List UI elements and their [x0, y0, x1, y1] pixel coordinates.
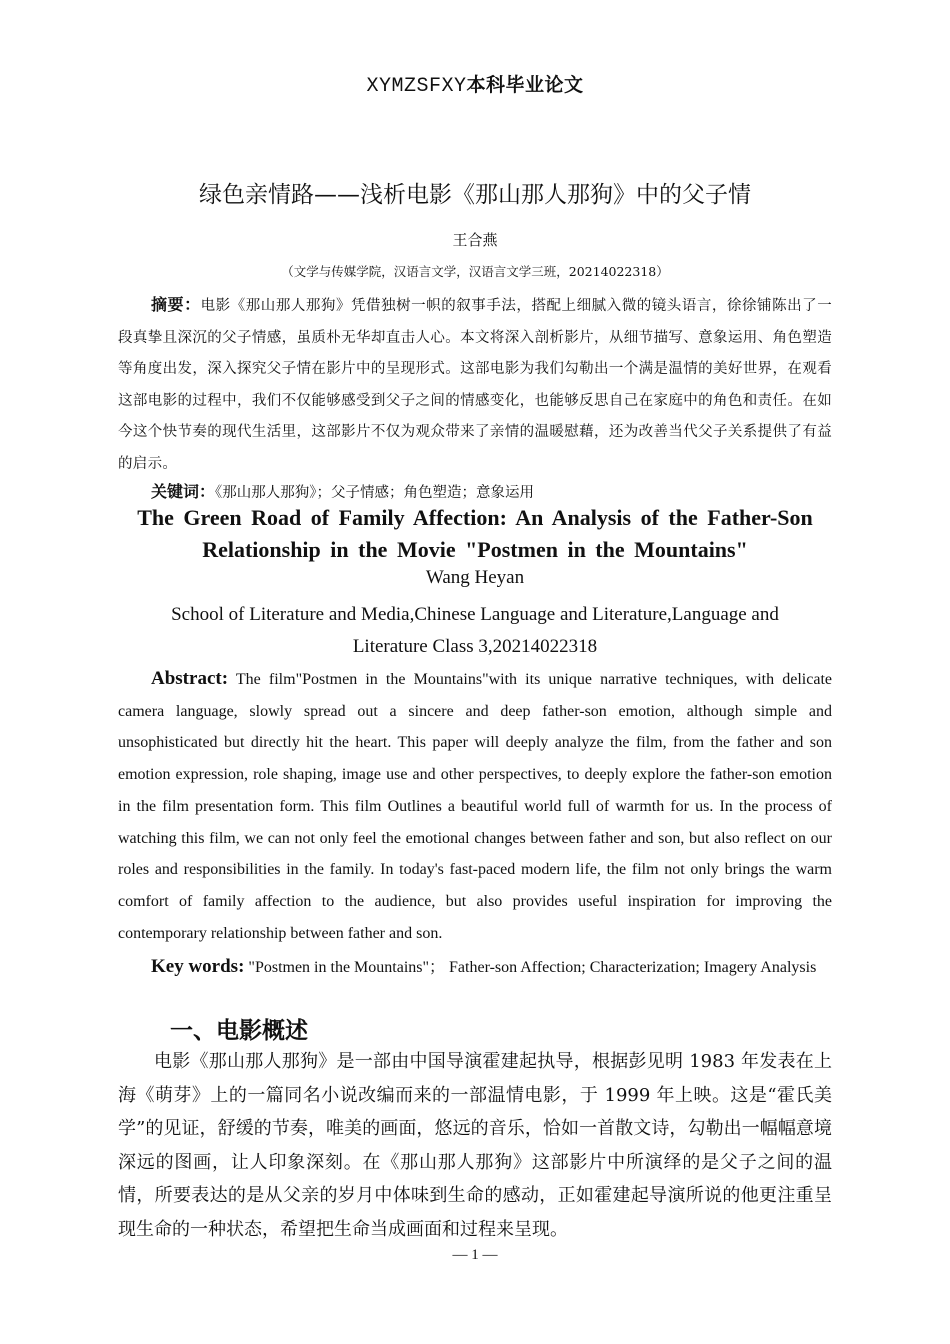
keywords-cn	[151, 479, 831, 502]
author-affiliation-cn: （文学与传媒学院，汉语言文学，汉语言文学三班，20214022318）	[281, 264, 669, 279]
abstract-en-label: Abstract:	[151, 668, 229, 689]
author-name-cn: 王合燕	[452, 231, 498, 249]
page-number: — 1 —	[452, 1247, 498, 1263]
header-school-code: XYMZSFXY	[366, 75, 467, 98]
abstract-en-text: The film"Postmen in the Mountains"with its unique narrative techniques, with delicate camera language, slowly spread out a sincere and deep father-son emotion, although simple and unsophisticated but directly hit the heart. This paper will deeply analyze the film, from the father and son emotion expression, role shaping, image use and other perspectives, to deeply explore the father-son emotion in the film presentation form. This film Outlines a beautiful world full of warmth for us. In the process of watching this film, we can not only feel the emotional changes between father and son, but also reflect on our roles and responsibilities in the family. In today's fast-paced modern life, the film not only brings the warm comfort of family affection to the audience, but also provides useful inspiration for improving the contemporary relationship between father and son.	[118, 671, 832, 942]
running-header	[0, 70, 950, 98]
author-name-en: Wang Heyan	[425, 567, 525, 588]
paper-title-en: The Green Road of Family Affection: An Analysis of the Father-Son Relationship in the Movie "Postmen in the Mountains"	[137, 505, 813, 562]
abstract-cn	[118, 289, 832, 480]
abstract-en	[118, 663, 832, 949]
section-heading: 一、电影概述	[170, 1018, 308, 1044]
author-affiliation-en: School of Literature and Media,Chinese Language and Literature,Language and Literature Class 3,20214022318	[171, 604, 779, 657]
header-thesis-label: 本科毕业论文	[466, 74, 584, 96]
abstract-cn-label: 摘要：	[151, 295, 201, 314]
keywords-en	[118, 951, 832, 984]
keywords-cn-text: 《那山那人那狗》；父子情感；角色塑造；意象运用	[215, 485, 535, 501]
paper-title-cn: 绿色亲情路——浅析电影《那山那人那狗》中的父子情	[199, 182, 751, 208]
abstract-cn-text: 电影《那山那人那狗》凭借独树一帜的叙事手法，搭配上细腻入微的镜头语言，徐徐铺陈出了一段真挚且深沉的父子情感，虽质朴无华却直击人心。本文将深入剖析影片，从细节描写、意象运用、角色塑造等角度出发，深入探究父子情在影片中的呈现形式。这部电影为我们勾勒出一个满是温情的美好世界，在观看这部电影的过程中，我们不仅能够感受到父子之间的情感变化，也能够反思自己在家庭中的角色和责任。在如今这个快节奏的现代生活里，这部影片不仅为观众带来了亲情的温暖慰藉，还为改善当代父子关系提供了有益的启示。	[118, 298, 832, 472]
section-paragraph: 电影《那山那人那狗》是一部由中国导演霍建起执导，根据彭见明 1983 年发表在上海《萌芽》上的一篇同名小说改编而来的一部温情电影，于 1999 年上映。这是“霍氏美学”的见证，舒缓的节奏，唯美的画面，悠远的音乐，恰如一首散文诗，勾勒出一幅幅意境深远的图画，让人印象深刻。在《那山那人那狗》这部影片中所演绎的是父子之间的温情，所要表达的是从父亲的岁月中体味到生命的感动，正如霍建起导演所说的他更注重呈现生命的一种状态，希望把生命当成画面和过程来呈现。	[118, 1051, 832, 1240]
keywords-cn-label: 关键词：	[151, 482, 216, 501]
keywords-en-label: Key words:	[151, 956, 245, 977]
keywords-en-text: "Postmen in the Mountains"； Father-son Affection; Characterization; Imagery Analysis	[248, 959, 817, 976]
